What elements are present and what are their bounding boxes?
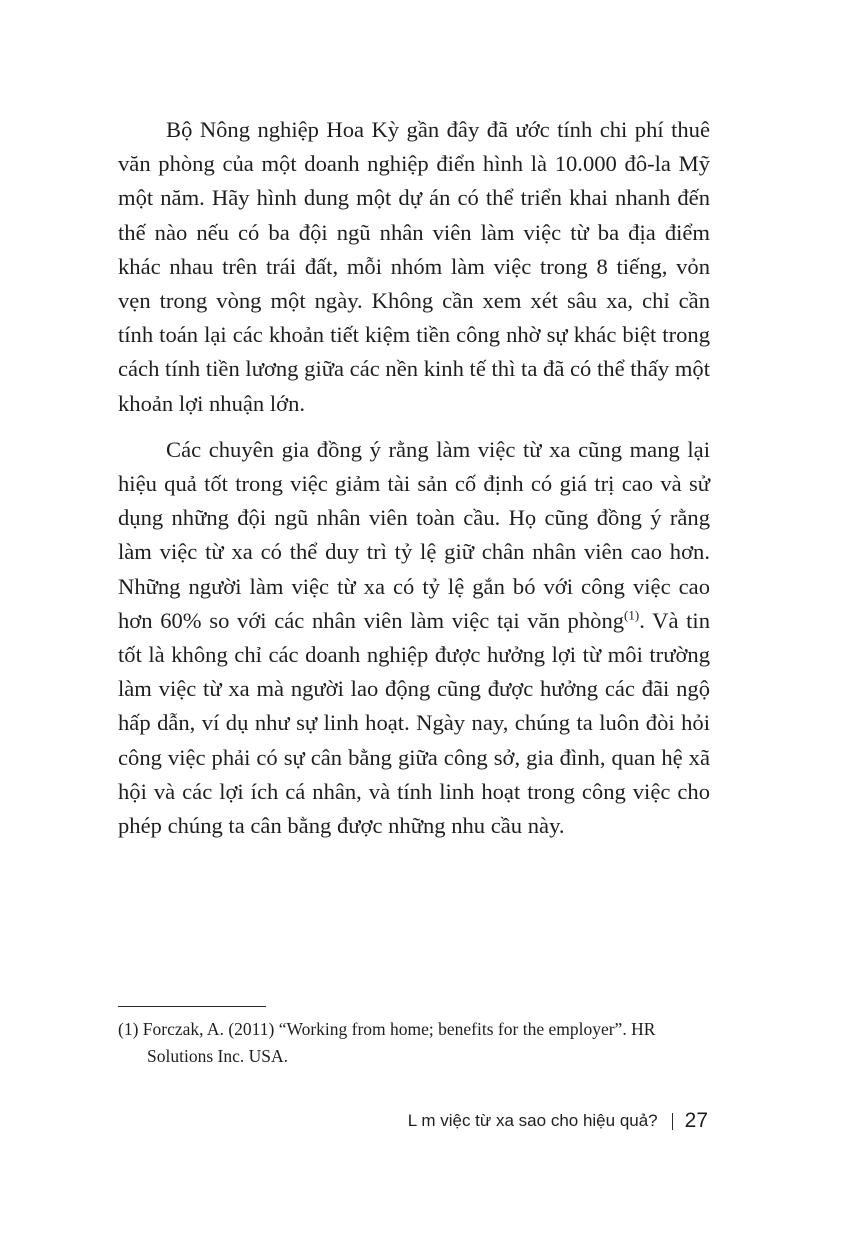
paragraph-text: Các chuyên gia đồng ý rằng làm việc từ xa cũng mang lại hiệu quả tốt trong việc giảm tài sản cố định có giá trị cao và sử dụng những đội ngũ nhân viên toàn cầu. Họ cũng đồng ý rằng làm việc từ xa có thể duy trì tỷ lệ giữ chân nhân viên cao hơn. Những người làm việc từ xa có tỷ lệ gắn bó với công việc cao hơn 60% so với các nhân viên làm việc tại văn phòng bbox=[118, 436, 710, 633]
footnote-divider bbox=[118, 1006, 266, 1007]
footnote-reference: (1) bbox=[624, 607, 640, 623]
page-number: 27 bbox=[684, 1109, 708, 1132]
paragraph-text: . Và tin tốt là không chỉ các doanh nghiệp được hưởng lợi từ môi trường làm việc từ xa mà người lao động cũng được hưởng các đãi ngộ hấp dẫn, ví dụ như sự linh hoạt. Ngày nay, chúng ta luôn đòi hỏi công việc phải có sự cân bằng giữa công sở, gia đình, quan hệ xã hội và các lợi ích cá nhân, và tính linh hoạt trong công việc cho phép chúng ta cân bằng được những nhu cầu này. bbox=[118, 607, 710, 839]
running-footer bbox=[408, 1106, 708, 1136]
footer-separator bbox=[672, 1113, 673, 1130]
body-text bbox=[118, 113, 710, 843]
paragraph: Bộ Nông nghiệp Hoa Kỳ gần đây đã ước tính chi phí thuê văn phòng của một doanh nghiệp điển hình là 10.000 đô-la Mỹ một năm. Hãy hình dung một dự án có thể triển khai nhanh đến thế nào nếu có ba đội ngũ nhân viên làm việc từ ba địa điểm khác nhau trên trái đất, mỗi nhóm làm việc trong 8 tiếng, vỏn vẹn trong vòng một ngày. Không cần xem xét sâu xa, chỉ cần tính toán lại các khoản tiết kiệm tiền công nhờ sự khác biệt trong cách tính tiền lương giữa các nền kinh tế thì ta đã có thể thấy một khoản lợi nhuận lớn. bbox=[118, 117, 710, 416]
paragraph bbox=[118, 433, 710, 843]
running-title: L m việc từ xa sao cho hiệu quả? bbox=[407, 1111, 658, 1130]
footnote: (1) Forczak, A. (2011) “Working from home; benefits for the employer”. HR Solutions Inc. USA. bbox=[118, 1019, 656, 1066]
